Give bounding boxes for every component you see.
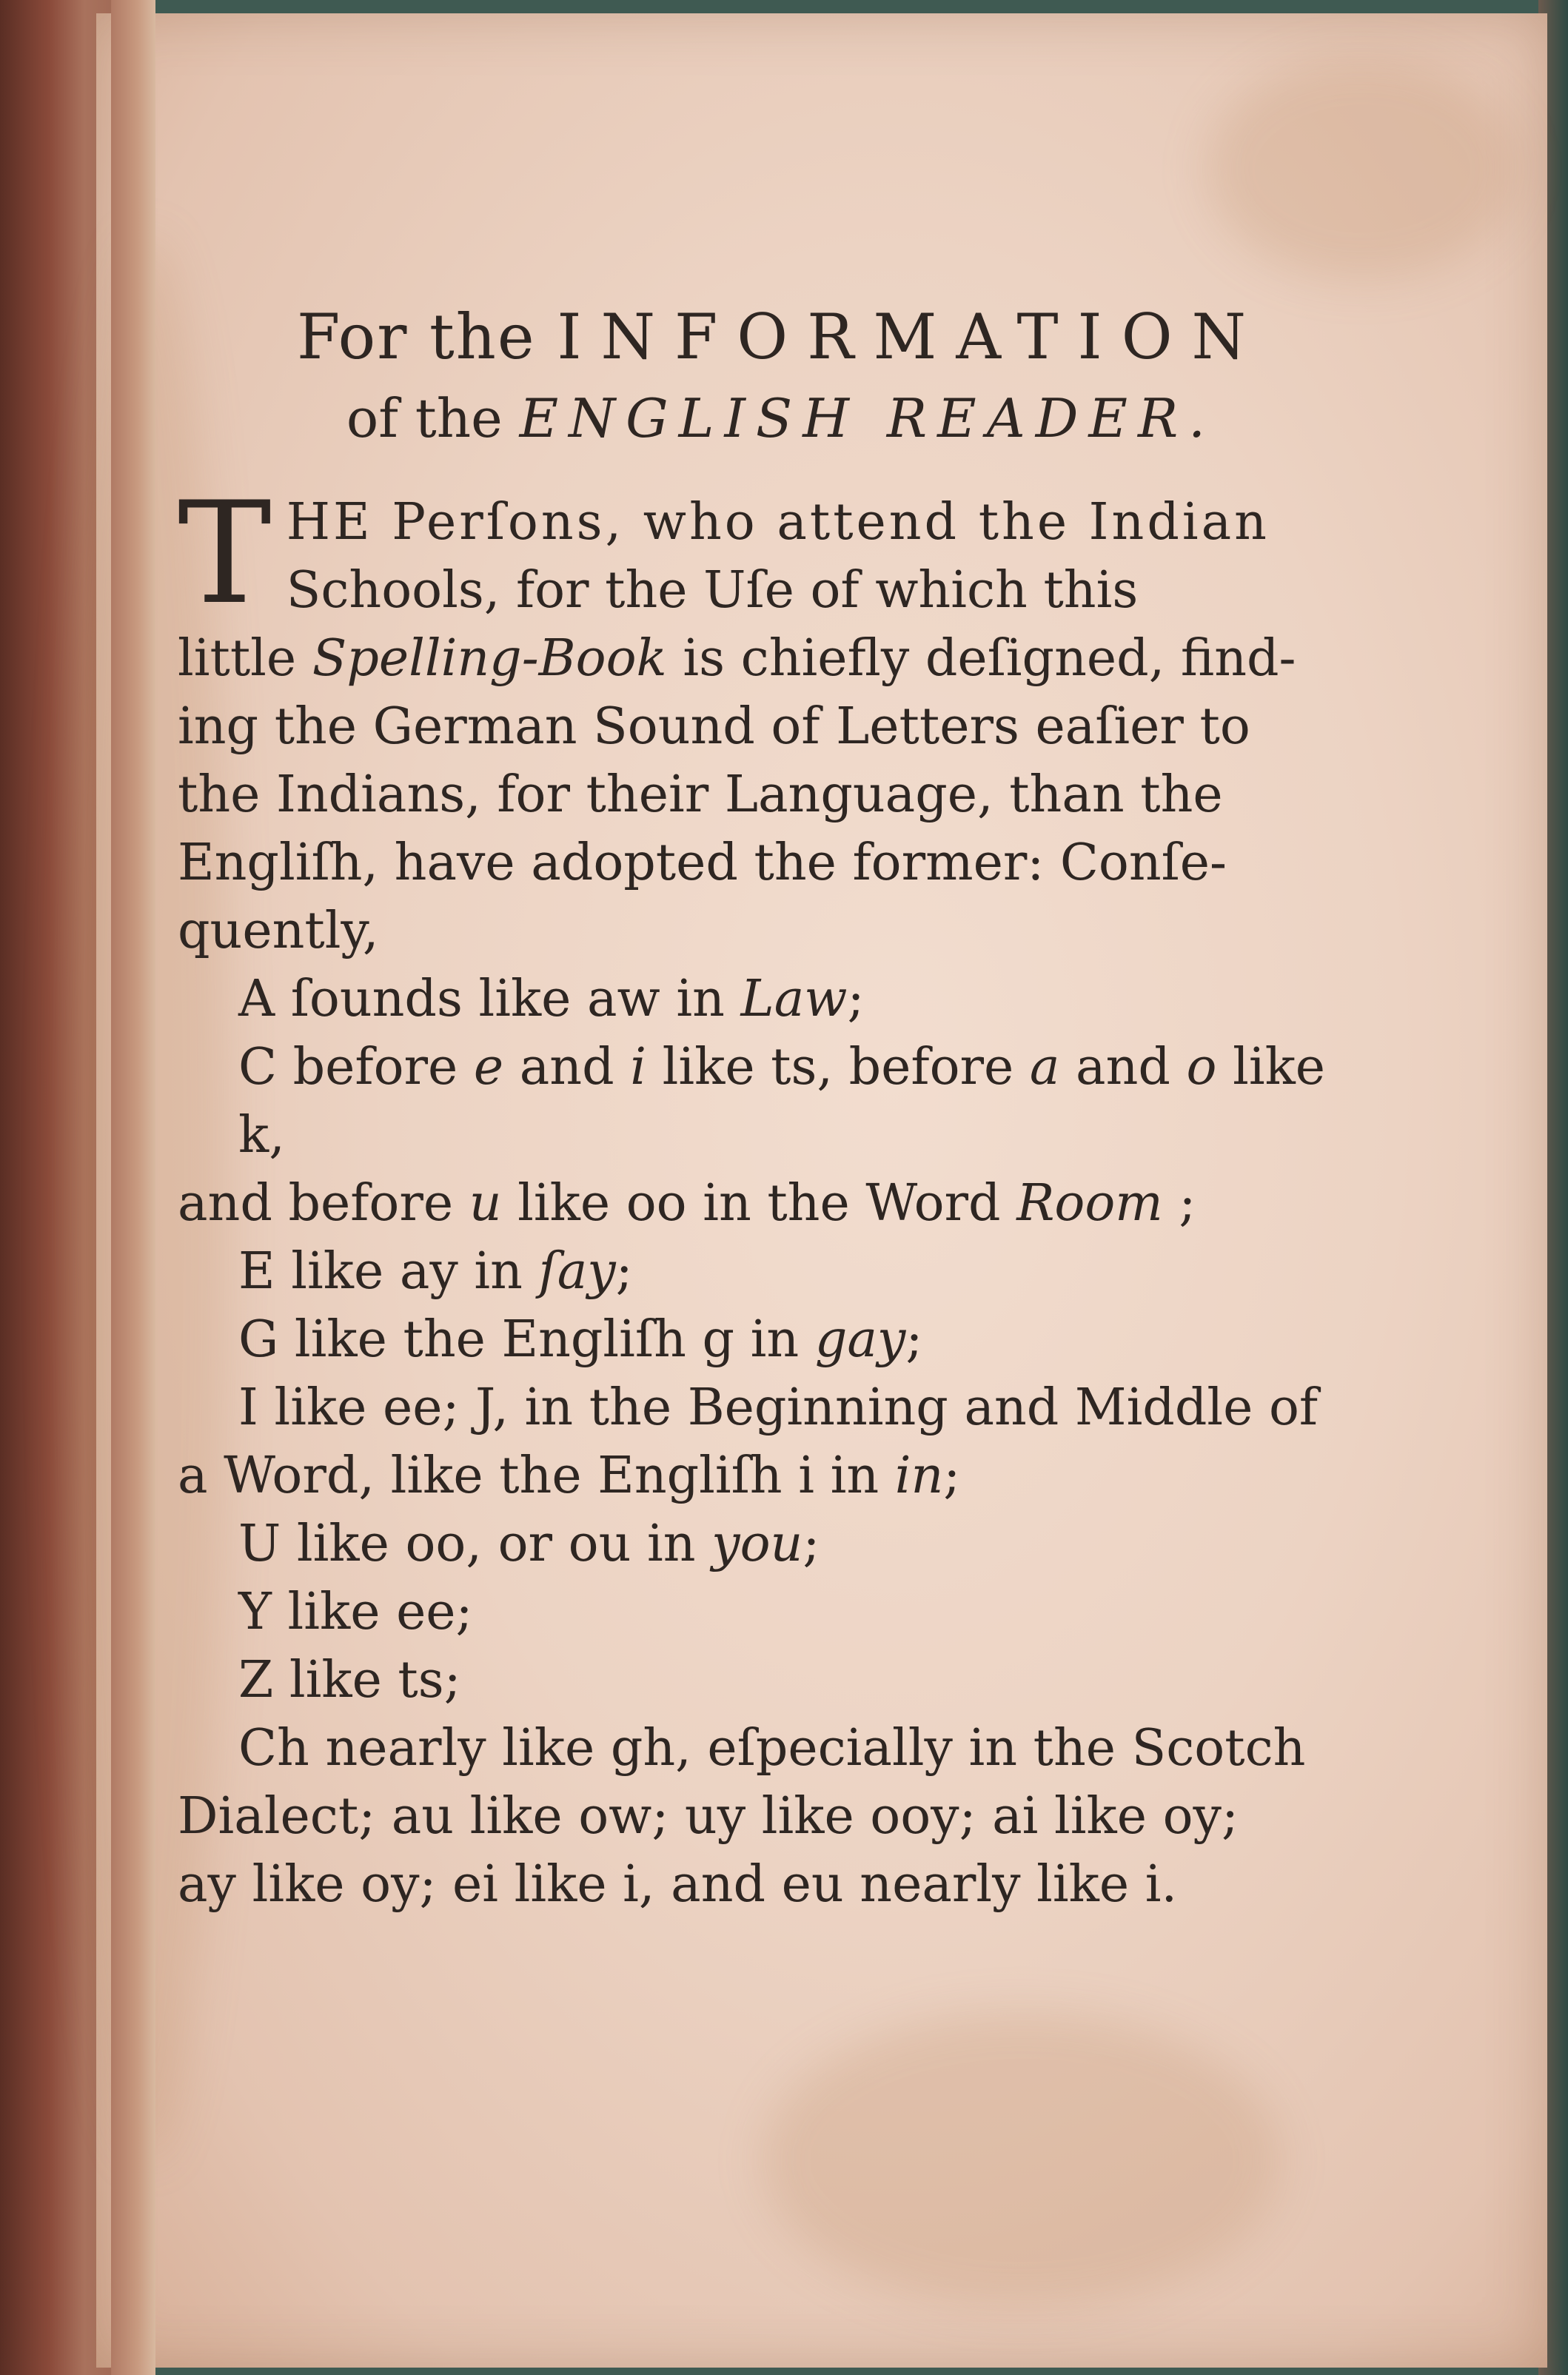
rule-g: G like the Engliſh g in gay; <box>238 1310 923 1369</box>
rule-i: I like ee; J, in the Beginning and Middle of <box>238 1379 1319 1437</box>
heading-prefix: For the <box>296 301 536 373</box>
heading-prefix: of the <box>346 387 503 449</box>
intro-line: HE Perſons, who attend the Indian <box>286 493 1270 552</box>
heading-caps: ENGLISH READER. <box>519 387 1216 449</box>
intro-line: quently, <box>178 902 379 960</box>
rule-ch-continued: Dialect; au like ow; uy like ooy; ai like oy; <box>178 1787 1239 1846</box>
drop-cap: T <box>178 472 272 635</box>
rule-ch-continued: ay like oy; ei like i, and eu nearly like i. <box>178 1855 1178 1914</box>
page-stain <box>1207 58 1518 280</box>
intro-line: Schools, for the Uſe of which this <box>286 561 1139 620</box>
rule-c-continued: and before u like oo in the Word Room ; <box>178 1174 1196 1233</box>
intro-line: little Spelling-Book is chiefly deſigned, find- <box>178 629 1296 688</box>
rule-u: U like oo, or ou in you; <box>238 1515 820 1573</box>
page-stain <box>763 2012 1281 2308</box>
rule-e: E like ay in ſay; <box>238 1242 633 1301</box>
heading-caps: INFORMATION <box>557 301 1266 373</box>
heading-line-1 <box>178 296 1384 378</box>
page-gutter <box>111 0 155 2375</box>
italic-title: Spelling-Book <box>312 629 667 688</box>
rule-z: Z like ts; <box>238 1651 461 1709</box>
intro-line: ing the German Sound of Letters eaſier to <box>178 697 1250 756</box>
page-text <box>178 296 1384 1919</box>
intro-line: the Indians, for their Language, than the <box>178 766 1223 824</box>
intro-line: Engliſh, have adopted the former: Conſe- <box>178 834 1227 892</box>
rule-y: Y like ee; <box>238 1583 473 1641</box>
rule-i-continued: a Word, like the Engliſh i in in; <box>178 1447 961 1505</box>
rule-a: A ſounds like aw in Law; <box>238 970 865 1028</box>
rule-c: C before e and i like ts, before a and o like k, <box>238 1038 1326 1165</box>
rule-ch: Ch nearly like gh, eſpecially in the Scotch <box>238 1719 1306 1778</box>
intro-paragraph <box>178 472 1384 965</box>
heading-line-2 <box>178 378 1384 459</box>
